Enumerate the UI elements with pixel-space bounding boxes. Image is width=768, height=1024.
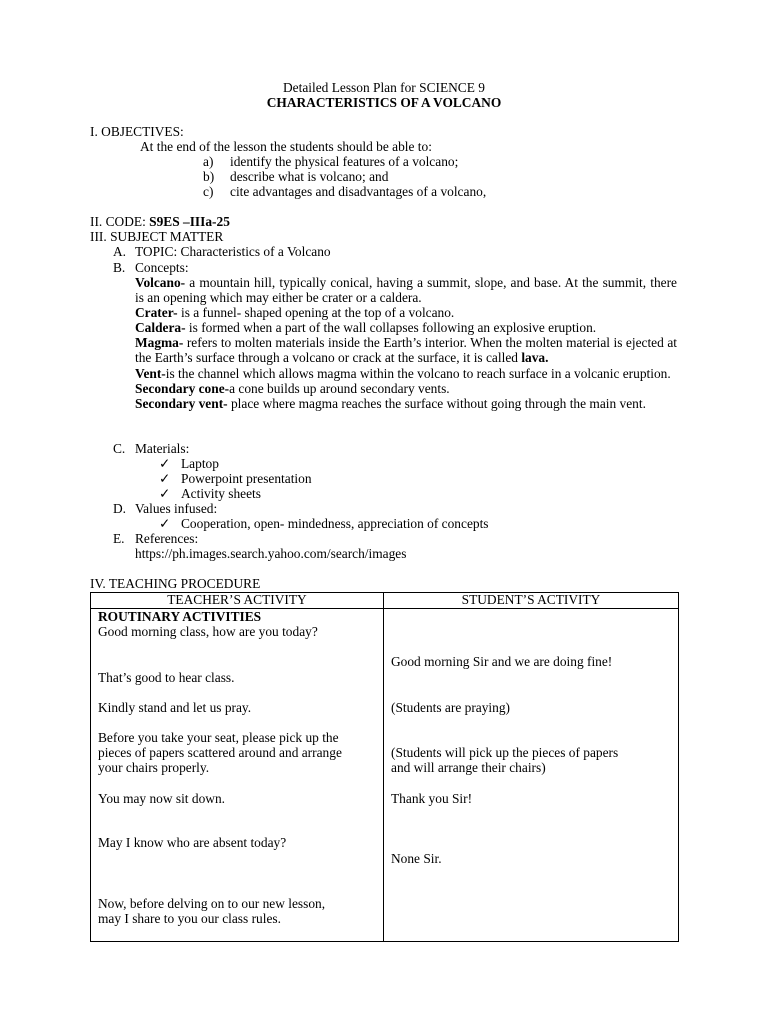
objective-marker: b) bbox=[203, 169, 215, 184]
document-title: CHARACTERISTICS OF A VOLCANO bbox=[266, 95, 502, 110]
student-line: None Sir. bbox=[391, 851, 442, 866]
concept-secondary-vent: Secondary vent- place where magma reaches the surface without going through the main vent. bbox=[135, 395, 646, 411]
references-marker: E. bbox=[113, 531, 125, 546]
objective-item: identify the physical features of a volcano; bbox=[230, 154, 459, 169]
concept-secondary-cone: Secondary cone-a cone builds up around secondary vents. bbox=[135, 380, 450, 396]
materials-label: Materials: bbox=[135, 441, 190, 456]
teacher-line: Kindly stand and let us pray. bbox=[98, 700, 252, 715]
objective-marker: c) bbox=[203, 184, 214, 199]
teacher-line: your chairs properly. bbox=[98, 760, 210, 775]
document-subtitle: Detailed Lesson Plan for SCIENCE 9 bbox=[283, 80, 485, 95]
student-line: (Students are praying) bbox=[391, 700, 510, 715]
subject-matter-heading: III. SUBJECT MATTER bbox=[90, 229, 224, 244]
teacher-line: Before you take your seat, please pick up the bbox=[98, 730, 339, 745]
material-item: ✓ Powerpoint presentation bbox=[159, 471, 312, 486]
concept-volcano: Volcano- a mountain hill, typically conical, having a summit, slope, and base. At the summit, there is an opening which may either be crater or a caldera. bbox=[135, 275, 677, 306]
teacher-line: Good morning class, how are you today? bbox=[98, 624, 318, 639]
objective-item: cite advantages and disadvantages of a volcano, bbox=[230, 184, 487, 199]
teacher-activity-cell bbox=[91, 609, 384, 942]
student-line: Good morning Sir and we are doing fine! bbox=[391, 654, 613, 669]
student-line: (Students will pick up the pieces of papers bbox=[391, 745, 619, 760]
objectives-heading: I. OBJECTIVES: bbox=[90, 124, 184, 139]
code-value: S9ES –IIIa-25 bbox=[149, 214, 230, 229]
topic-marker: A. bbox=[113, 244, 127, 259]
code-label: II. CODE: bbox=[90, 214, 150, 229]
material-item: ✓ Laptop bbox=[159, 456, 219, 471]
concept-magma: Magma- refers to molten materials inside the Earth’s interior. When the molten material is ejected at the Earth’s surface through a volcano or crack at the surface, it is called lava. bbox=[135, 335, 677, 366]
teacher-line: That’s good to hear class. bbox=[98, 670, 235, 685]
teacher-line: May I know who are absent today? bbox=[98, 835, 287, 850]
materials-marker: C. bbox=[113, 441, 126, 456]
values-label: Values infused: bbox=[135, 501, 218, 516]
objectives-intro: At the end of the lesson the students should be able to: bbox=[140, 139, 432, 154]
topic-text: TOPIC: Characteristics of a Volcano bbox=[135, 244, 331, 259]
objective-marker: a) bbox=[203, 154, 214, 169]
value-item: ✓ Cooperation, open- mindedness, appreciation of concepts bbox=[159, 516, 489, 531]
procedure-table bbox=[90, 592, 679, 942]
concepts-label: Concepts: bbox=[135, 260, 189, 275]
column-header-student: STUDENT’S ACTIVITY bbox=[384, 593, 679, 609]
objective-item: describe what is volcano; and bbox=[230, 169, 389, 184]
concept-crater: Crater- is a funnel- shaped opening at the top of a volcano. bbox=[135, 305, 455, 321]
references-label: References: bbox=[135, 531, 199, 546]
teacher-line: Now, before delving on to our new lesson, bbox=[98, 896, 326, 911]
procedure-heading: IV. TEACHING PROCEDURE bbox=[90, 576, 261, 591]
checkmark-icon: ✓ bbox=[159, 471, 171, 486]
teacher-line: You may now sit down. bbox=[98, 791, 225, 806]
student-line: Thank you Sir! bbox=[391, 791, 473, 806]
concept-definitions bbox=[135, 275, 677, 411]
checkmark-icon: ✓ bbox=[159, 486, 171, 501]
checkmark-icon: ✓ bbox=[159, 516, 171, 531]
concepts-marker: B. bbox=[113, 260, 126, 275]
column-header-teacher: TEACHER’S ACTIVITY bbox=[91, 593, 384, 609]
teacher-line: pieces of papers scattered around and arrange bbox=[98, 745, 342, 760]
material-item: ✓ Activity sheets bbox=[159, 486, 261, 501]
student-activity-cell bbox=[384, 609, 679, 942]
routinary-activities-title: ROUTINARY ACTIVITIES bbox=[98, 609, 262, 624]
concept-vent: Vent-is the channel which allows magma within the volcano to reach surface in a volcanic eruption. bbox=[135, 365, 671, 381]
values-marker: D. bbox=[113, 501, 127, 516]
checkmark-icon: ✓ bbox=[159, 456, 171, 471]
teacher-line: may I share to you our class rules. bbox=[98, 911, 281, 926]
concept-caldera: Caldera- is formed when a part of the wall collapses following an explosive eruption. bbox=[135, 320, 597, 336]
reference-url: https://ph.images.search.yahoo.com/search/images bbox=[135, 546, 407, 561]
code-line bbox=[90, 214, 230, 229]
student-line: and will arrange their chairs) bbox=[391, 760, 546, 775]
